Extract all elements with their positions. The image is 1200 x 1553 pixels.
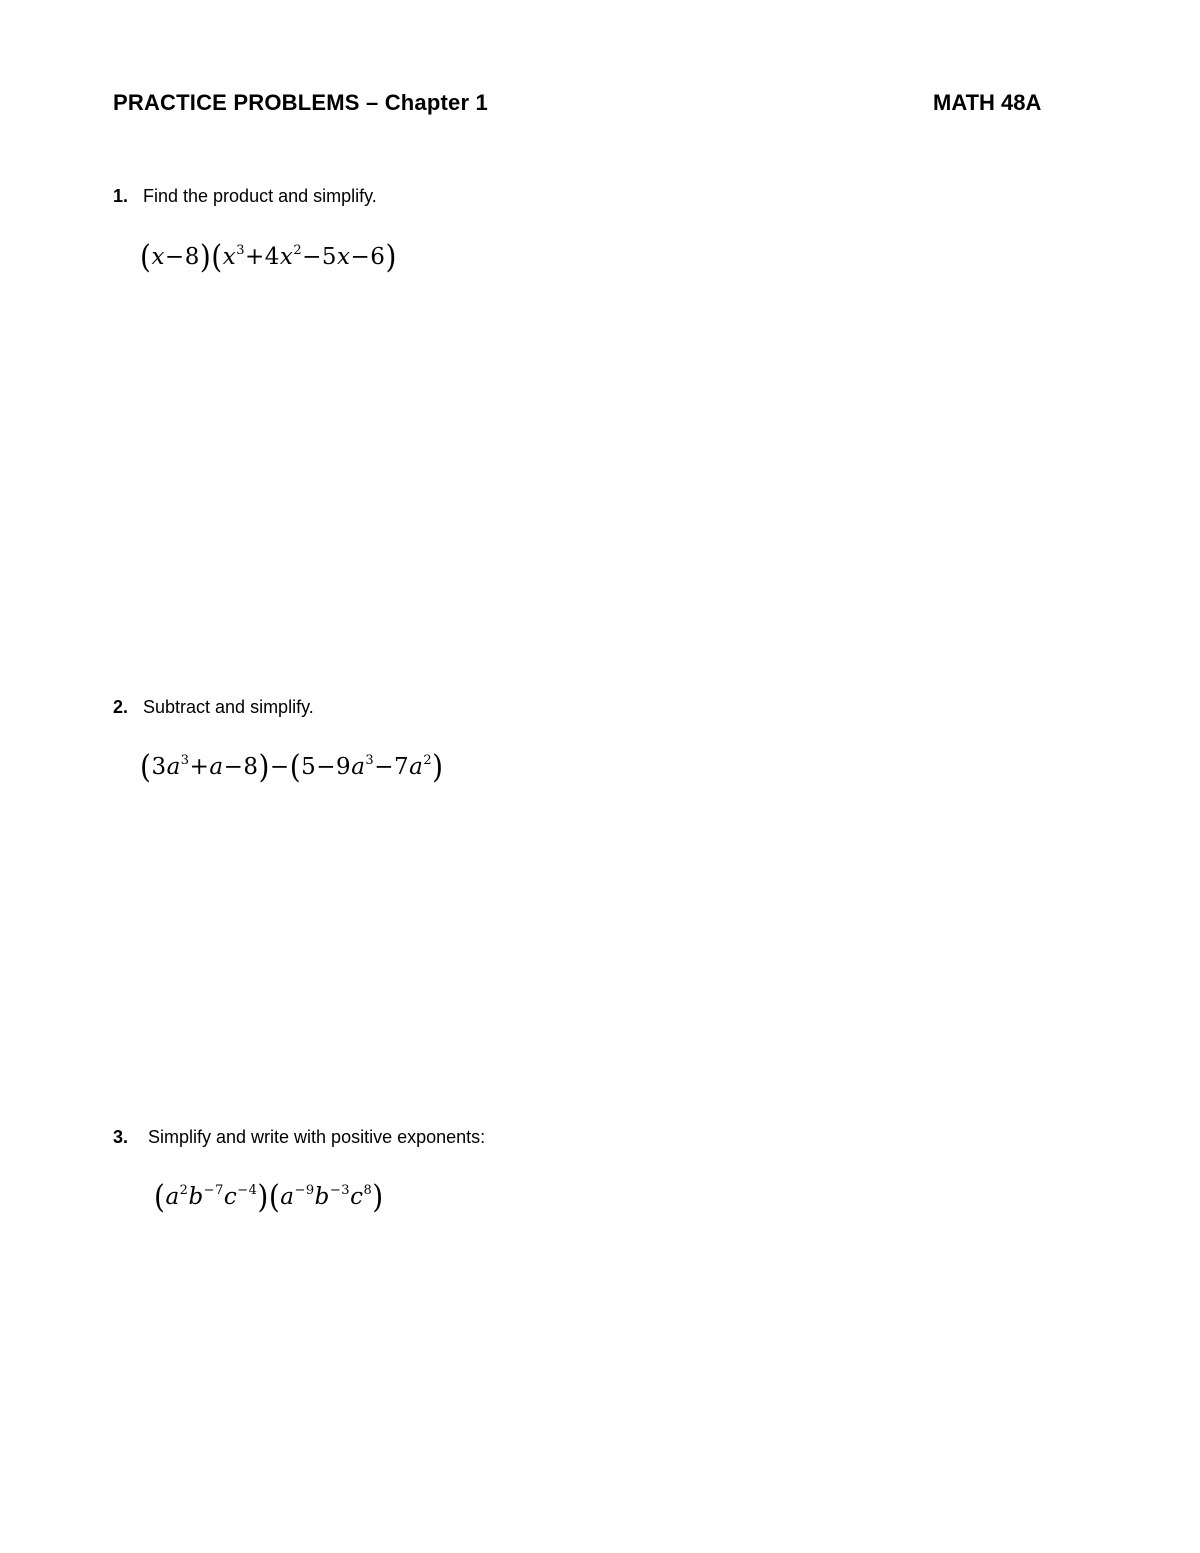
problem-instruction: Simplify and write with positive exponents: <box>148 1127 486 1147</box>
course-code: MATH 48A <box>933 90 1042 115</box>
problem-2-expression: $(3a^3+a-8)-(5-9a^3-7a^2)$ <box>140 747 444 786</box>
problem-number: 3. <box>113 1127 129 1147</box>
problem-1-expression: $(x-8)(x^3+4x^2-5x-6)$ <box>140 237 397 276</box>
problem-3 <box>113 1127 485 1148</box>
page-title: PRACTICE PROBLEMS – Chapter 1 <box>113 90 488 115</box>
problem-instruction: Subtract and simplify. <box>143 697 314 717</box>
problem-3-expression: $(a^2b^{-7}c^{-4})(a^{-9}b^{-3}c^8)$ <box>154 1177 384 1216</box>
problem-number: 1. <box>113 186 129 206</box>
problem-number: 2. <box>113 697 129 717</box>
problem-1 <box>113 186 377 207</box>
problem-2 <box>113 697 314 718</box>
problem-instruction: Find the product and simplify. <box>143 186 377 206</box>
